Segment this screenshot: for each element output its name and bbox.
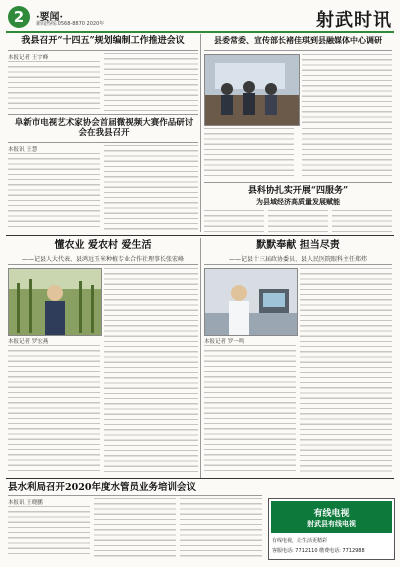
ad-banner-bottom: 射武县有线电视 (307, 518, 356, 528)
paper-name: 射武时讯 (316, 10, 392, 31)
column-divider (200, 34, 201, 232)
article6-subhead: ——记县十三届政协委员、县人民医院眼科主任郑炜 (228, 256, 367, 263)
article1-text-col1 (8, 61, 100, 111)
article2-headline: 县委常委、宣传部长褚佳琪到县融媒体中心调研 (214, 35, 382, 45)
article6-headline: 默默奉献 担当尽责 (256, 240, 340, 251)
article6-byline: 本报记者 罗一鸣 (204, 339, 245, 345)
divider (8, 50, 198, 51)
article2-photo (204, 54, 300, 126)
divider (8, 142, 198, 143)
page-number: 2 (8, 6, 30, 28)
article4-headline: 县科协扎实开展“四服务” (247, 186, 349, 196)
masthead-rule (6, 31, 394, 33)
article5-subhead: ——记县人大代表、县鸿远玉米种植专业合作社理事长张宏峰 (21, 256, 184, 263)
article7-headline: 县水利局召开2020年度水管员业务培训会议 (8, 482, 196, 493)
article2-text-col2 (204, 128, 294, 178)
article7-text-col2 (94, 498, 176, 558)
article1-text-col2 (104, 53, 198, 111)
article3-headline: 阜新市电视艺术家协会首届微视频大赛作品研讨会在我县召开 (14, 118, 194, 139)
article6-text-col2 (204, 345, 296, 475)
article3-byline: 本报讯 王慧 (8, 147, 38, 153)
article3-text-col1 (8, 153, 100, 231)
divider (204, 182, 392, 183)
masthead-meta: 新闻热线:0568-8870 2020年 (36, 21, 105, 27)
divider (8, 114, 198, 115)
article7-byline: 本报讯 王晓鹏 (8, 500, 43, 506)
divider (8, 264, 198, 265)
section-title: ·要闻· (36, 12, 63, 23)
column-divider (200, 238, 201, 478)
article2-text-col1 (302, 54, 392, 124)
advertisement (268, 498, 395, 560)
article4-text-col3 (332, 210, 392, 232)
article6-text-col1 (300, 268, 392, 378)
section-rule (6, 235, 394, 236)
ad-banner-top: 有线电视 (313, 508, 350, 519)
ad-banner (271, 501, 392, 533)
section-rule (6, 478, 394, 479)
ad-line2: 客服电话: 7712110 缴费电话: 7712988 (272, 548, 365, 554)
article3-text-col2 (104, 145, 198, 231)
article7-text-col3 (180, 498, 262, 558)
article5-byline: 本报记者 罗宏燕 (8, 339, 49, 345)
article5-photo (8, 268, 102, 336)
article6-photo (204, 268, 298, 336)
article5-headline: 懂农业 爱农村 爱生活 (54, 240, 152, 251)
article4-text-col1 (204, 210, 264, 232)
article1-headline: 我县召开“十四五”规划编制工作推进会议 (21, 36, 185, 46)
article4-text-col2 (268, 210, 328, 232)
article7-text-col1 (8, 506, 90, 558)
article1-byline: 本报记者 王宇峰 (8, 55, 49, 61)
divider (8, 495, 262, 496)
article4-subhead: 为县域经济高质量发展赋能 (256, 197, 340, 206)
divider (204, 264, 392, 265)
divider (204, 50, 392, 51)
ad-line1: 有线电视，让生活更精彩 (272, 538, 328, 544)
article2-text-col3 (302, 128, 392, 178)
newspaper-page (6, 4, 394, 563)
article5-text-col1 (8, 345, 100, 475)
article6-text-col3 (300, 382, 392, 475)
article5-text-col2 (104, 268, 198, 475)
